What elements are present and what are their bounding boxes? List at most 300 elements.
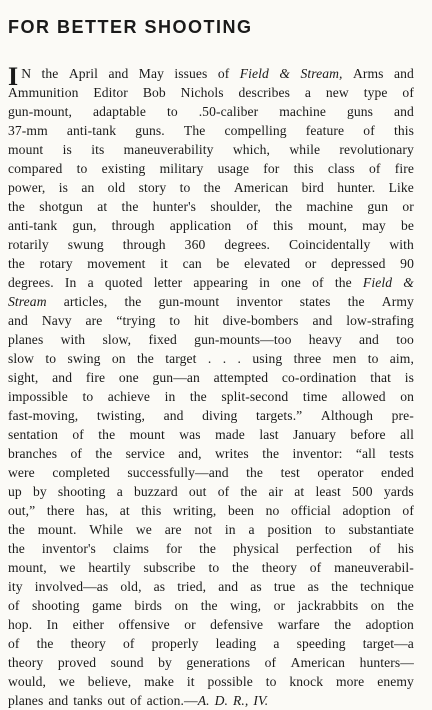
word: for — [166, 541, 183, 556]
word: been — [228, 503, 255, 518]
word: believe, — [87, 674, 132, 689]
word: anti-tank — [66, 123, 117, 138]
word: to — [324, 522, 336, 537]
word: to — [82, 389, 94, 404]
text-line — [8, 634, 414, 653]
word: not — [194, 522, 213, 537]
word: official — [291, 503, 331, 518]
word: too — [396, 332, 414, 347]
word: this — [293, 161, 314, 176]
word: fast-moving, — [8, 408, 79, 423]
text-line — [8, 140, 414, 159]
word: depressed — [331, 256, 386, 271]
word: and — [8, 313, 28, 328]
word: position — [267, 522, 313, 537]
word: low-strafing — [346, 313, 414, 328]
word: May — [138, 66, 164, 81]
word: in — [224, 522, 236, 537]
word: maneuverability — [123, 142, 214, 157]
word: 90 — [400, 256, 414, 271]
word: fire — [85, 370, 106, 385]
word: & — [403, 275, 414, 290]
word: on — [370, 598, 385, 613]
word: last — [259, 427, 279, 442]
word: the — [275, 199, 293, 214]
word: anti-tank — [8, 218, 58, 233]
word: planes — [8, 693, 44, 708]
word: and — [48, 693, 69, 708]
word: the — [95, 446, 113, 461]
word: the — [98, 427, 116, 442]
word: knock — [289, 674, 324, 689]
word: substantiate — [348, 522, 414, 537]
word: branches — [8, 446, 58, 461]
word: of — [402, 503, 414, 518]
word: 360 — [184, 237, 206, 252]
word: adoption — [342, 503, 391, 518]
word: gun—an — [152, 370, 200, 385]
word: type — [363, 85, 388, 100]
word: by — [32, 484, 47, 499]
word: wing, — [230, 598, 262, 613]
word: .50-caliber — [198, 104, 259, 119]
text-line — [8, 368, 414, 387]
word: achieve — [107, 389, 151, 404]
word: heavy — [308, 332, 342, 347]
text-line — [8, 159, 414, 178]
word: the — [41, 66, 59, 81]
word: and — [52, 370, 73, 385]
word: hunters— — [359, 655, 414, 670]
word: were — [8, 465, 35, 480]
word: is — [58, 180, 69, 195]
word: . — [222, 351, 227, 366]
word: on — [111, 351, 126, 366]
word: heartily — [88, 560, 131, 575]
word: class — [327, 161, 355, 176]
word: with — [389, 237, 414, 252]
text-line — [8, 482, 414, 501]
word: of — [264, 655, 277, 670]
word: “trying — [116, 313, 156, 328]
word: D. — [214, 693, 229, 708]
word: the — [232, 560, 249, 575]
word: impossible — [8, 389, 68, 404]
word: possible — [207, 674, 253, 689]
word: mount — [129, 427, 165, 442]
word: of — [312, 275, 324, 290]
text-line — [8, 102, 414, 121]
text-line — [8, 178, 414, 197]
word: no — [265, 503, 280, 518]
word: warfare — [277, 617, 320, 632]
word: appearing — [193, 275, 248, 290]
word: application — [169, 218, 232, 233]
word: has, — [86, 503, 109, 518]
word: of — [72, 427, 84, 442]
text-line — [8, 615, 414, 634]
word: to — [166, 104, 178, 119]
word: 500 — [352, 484, 373, 499]
word: story — [138, 180, 167, 195]
word: While — [89, 522, 124, 537]
word: and — [312, 313, 333, 328]
word: Field — [239, 66, 269, 81]
word: April — [68, 66, 99, 81]
word: successfully—and — [127, 465, 229, 480]
word: while — [289, 142, 321, 157]
word: and — [163, 408, 184, 423]
word: of — [70, 446, 82, 461]
word: leading — [215, 636, 257, 651]
word: an — [81, 180, 95, 195]
word: movement — [87, 256, 146, 271]
word: the — [334, 275, 352, 290]
word: bird — [301, 180, 324, 195]
word: shooting — [57, 484, 106, 499]
word: one — [281, 275, 301, 290]
word: swung — [67, 237, 104, 252]
word: a — [116, 484, 123, 499]
word: or — [402, 199, 414, 214]
word: the — [36, 636, 54, 651]
word: the — [8, 199, 25, 214]
word: feature — [305, 123, 345, 138]
word: maneuverabil- — [334, 560, 414, 575]
word: time — [302, 389, 328, 404]
word: the — [240, 484, 258, 499]
word: planes — [8, 332, 44, 347]
word: speeding — [296, 636, 346, 651]
word: old, — [120, 579, 142, 594]
text-line — [8, 672, 414, 691]
word: fixed — [148, 332, 177, 347]
text-line — [8, 349, 414, 368]
word: three — [293, 351, 322, 366]
word: at — [294, 484, 305, 499]
word: R., — [233, 693, 249, 708]
word: can — [182, 256, 202, 271]
word: more — [335, 674, 365, 689]
word: is — [62, 142, 72, 157]
word: of — [8, 636, 20, 651]
word: 37-mm — [8, 123, 48, 138]
word: to — [45, 351, 57, 366]
word: of — [217, 484, 230, 499]
text-line — [8, 62, 414, 91]
word: true — [273, 579, 296, 594]
word: enemy — [377, 674, 414, 689]
word: or — [184, 617, 196, 632]
word: old — [107, 180, 126, 195]
word: at — [119, 503, 130, 518]
word: compared — [8, 161, 63, 176]
text-line — [8, 292, 414, 311]
word: shooting — [31, 598, 80, 613]
word: Nichols — [180, 85, 224, 100]
text-line — [8, 520, 414, 539]
word: or — [273, 598, 286, 613]
word: buzzard — [134, 484, 178, 499]
word: defensive — [210, 617, 264, 632]
word: ended — [381, 465, 414, 480]
text-line — [8, 501, 414, 520]
word: is — [404, 370, 414, 385]
word: men — [332, 351, 357, 366]
word: a — [304, 85, 312, 100]
word: the — [124, 294, 142, 309]
word: Arms — [352, 66, 384, 81]
word: this — [393, 123, 414, 138]
word: aim, — [389, 351, 414, 366]
word: all — [400, 427, 414, 442]
word: we — [59, 560, 76, 575]
word: Although — [320, 408, 374, 423]
word: “all — [355, 446, 376, 461]
word: as — [153, 579, 166, 594]
word: as — [307, 579, 320, 594]
word: by — [158, 655, 172, 670]
word: and — [218, 579, 239, 594]
word: of — [402, 85, 414, 100]
word: the — [8, 256, 25, 271]
word: to — [367, 351, 379, 366]
word: Editor — [93, 85, 128, 100]
word: there — [46, 503, 75, 518]
word: & — [279, 66, 291, 81]
word: generations — [186, 655, 251, 670]
word: Stream — [8, 294, 47, 309]
word: allowed — [341, 389, 386, 404]
word: physical — [233, 541, 280, 556]
word: make — [144, 674, 174, 689]
word: sentation — [8, 427, 58, 442]
word: are — [164, 522, 182, 537]
word: American — [233, 180, 289, 195]
word: fire — [394, 161, 414, 176]
word: in — [164, 389, 176, 404]
text-line — [8, 273, 414, 292]
word: to — [76, 161, 88, 176]
word: to — [265, 674, 277, 689]
word: . — [207, 351, 212, 366]
article-body — [8, 64, 414, 710]
word: out — [188, 484, 207, 499]
word: rotary — [39, 256, 73, 271]
word: military — [159, 161, 204, 176]
word: it — [186, 674, 195, 689]
text-line — [8, 121, 414, 140]
word: out,” — [8, 503, 36, 518]
word: and, — [178, 446, 202, 461]
word: attempted — [213, 370, 269, 385]
word: American — [290, 655, 346, 670]
word: inventor: — [292, 446, 343, 461]
text-line — [8, 558, 414, 577]
word: inventor's — [41, 541, 96, 556]
text-line — [8, 425, 414, 444]
word: gun-mount — [158, 294, 220, 309]
word: the — [334, 617, 352, 632]
text-line — [8, 444, 414, 463]
word: theory — [8, 655, 44, 670]
word: of — [8, 598, 20, 613]
word: the — [262, 446, 280, 461]
word: the — [200, 598, 218, 613]
word: adoption — [365, 617, 414, 632]
word: Like — [388, 180, 414, 195]
word: least — [315, 484, 341, 499]
word: co-ordination — [281, 370, 357, 385]
word: his — [397, 541, 414, 556]
word: in — [259, 275, 270, 290]
word: before — [350, 427, 386, 442]
word: at — [97, 199, 108, 214]
word: we — [58, 674, 75, 689]
word: ity — [8, 579, 23, 594]
word: gun-mount, — [8, 104, 73, 119]
text-line — [8, 330, 414, 349]
word: of — [123, 636, 135, 651]
text-line — [8, 653, 414, 672]
drop-cap: I — [8, 62, 19, 91]
word: the — [203, 180, 221, 195]
word: up — [8, 484, 22, 499]
word: the — [246, 465, 264, 480]
word: machine — [306, 199, 354, 214]
word: N — [21, 66, 32, 81]
text-line — [8, 406, 414, 425]
word: pre- — [391, 408, 414, 423]
word: rotarily — [8, 237, 49, 252]
word: operator — [317, 465, 364, 480]
word: tanks — [73, 693, 103, 708]
text-line — [8, 254, 414, 273]
word: claims — [112, 541, 150, 556]
word: birds — [134, 598, 163, 613]
word: letter — [153, 275, 183, 290]
word: and — [108, 66, 129, 81]
word: targets.” — [256, 408, 303, 423]
word: gun — [367, 199, 389, 214]
word: through — [111, 218, 155, 233]
word: to — [208, 560, 220, 575]
word: the — [8, 541, 25, 556]
word: IV. — [253, 693, 269, 708]
word: the — [396, 598, 414, 613]
word: game — [92, 598, 122, 613]
word: dive-bombers — [222, 313, 299, 328]
word: and — [394, 104, 414, 119]
text-line — [8, 539, 414, 558]
word: completed — [52, 465, 110, 480]
word: articles, — [63, 294, 108, 309]
word: describes — [238, 85, 291, 100]
word: using — [252, 351, 283, 366]
word: inventor — [236, 294, 283, 309]
word: new — [325, 85, 349, 100]
word: shotgun — [39, 199, 83, 214]
word: for — [263, 161, 280, 176]
word: hunter. — [337, 180, 376, 195]
word: and — [359, 332, 379, 347]
word: the — [189, 389, 207, 404]
word: degrees. — [8, 275, 54, 290]
word: on — [174, 598, 189, 613]
word: theory — [261, 560, 298, 575]
word: writes — [215, 446, 249, 461]
article-heading: FOR BETTER SHOOTING — [8, 17, 253, 37]
word: this — [273, 218, 294, 233]
word: would, — [8, 674, 46, 689]
word: this — [141, 503, 162, 518]
word: we — [135, 522, 152, 537]
word: Bob — [142, 85, 166, 100]
word: mount. — [37, 522, 77, 537]
word: The — [183, 123, 206, 138]
word: of — [130, 693, 142, 708]
word: of — [363, 123, 375, 138]
word: hit — [194, 313, 209, 328]
word: jackrabbits — [297, 598, 359, 613]
word: usage — [217, 161, 250, 176]
word: Ammunition — [8, 85, 79, 100]
word: the — [199, 541, 217, 556]
word: twisting, — [96, 408, 145, 423]
word: split-second — [221, 389, 289, 404]
word: swing — [67, 351, 101, 366]
word: are — [85, 313, 103, 328]
word: of — [369, 541, 381, 556]
word: on — [400, 389, 414, 404]
word: issues — [174, 66, 208, 81]
word: of — [217, 66, 230, 81]
word: sound — [110, 655, 144, 670]
word: of — [368, 161, 381, 176]
word: through — [122, 237, 166, 252]
word: slow — [8, 351, 35, 366]
word: January — [293, 427, 336, 442]
word: target — [165, 351, 197, 366]
word: to — [169, 313, 181, 328]
word: Stream, — [300, 66, 343, 81]
word: elevated — [244, 256, 291, 271]
word: action.—A. — [146, 693, 210, 708]
word: compelling — [224, 123, 287, 138]
word: writing, — [172, 503, 217, 518]
word: perfection — [296, 541, 353, 556]
word: may — [362, 218, 386, 233]
text-line — [8, 311, 414, 330]
word: . — [237, 351, 242, 366]
word: service — [125, 446, 165, 461]
word: be — [216, 256, 230, 271]
word: involved—as — [34, 579, 109, 594]
word: Coincidentally — [289, 237, 371, 252]
word: revolutionary — [339, 142, 414, 157]
word: mount — [8, 142, 44, 157]
word: yards — [383, 484, 414, 499]
text-line — [8, 691, 414, 710]
word: a — [248, 522, 255, 537]
word: the — [136, 351, 154, 366]
word: or — [304, 256, 317, 271]
word: Navy — [41, 313, 72, 328]
word: target—a — [362, 636, 414, 651]
text-line — [8, 596, 414, 615]
text-line — [8, 387, 414, 406]
word: gun-mounts—too — [194, 332, 292, 347]
